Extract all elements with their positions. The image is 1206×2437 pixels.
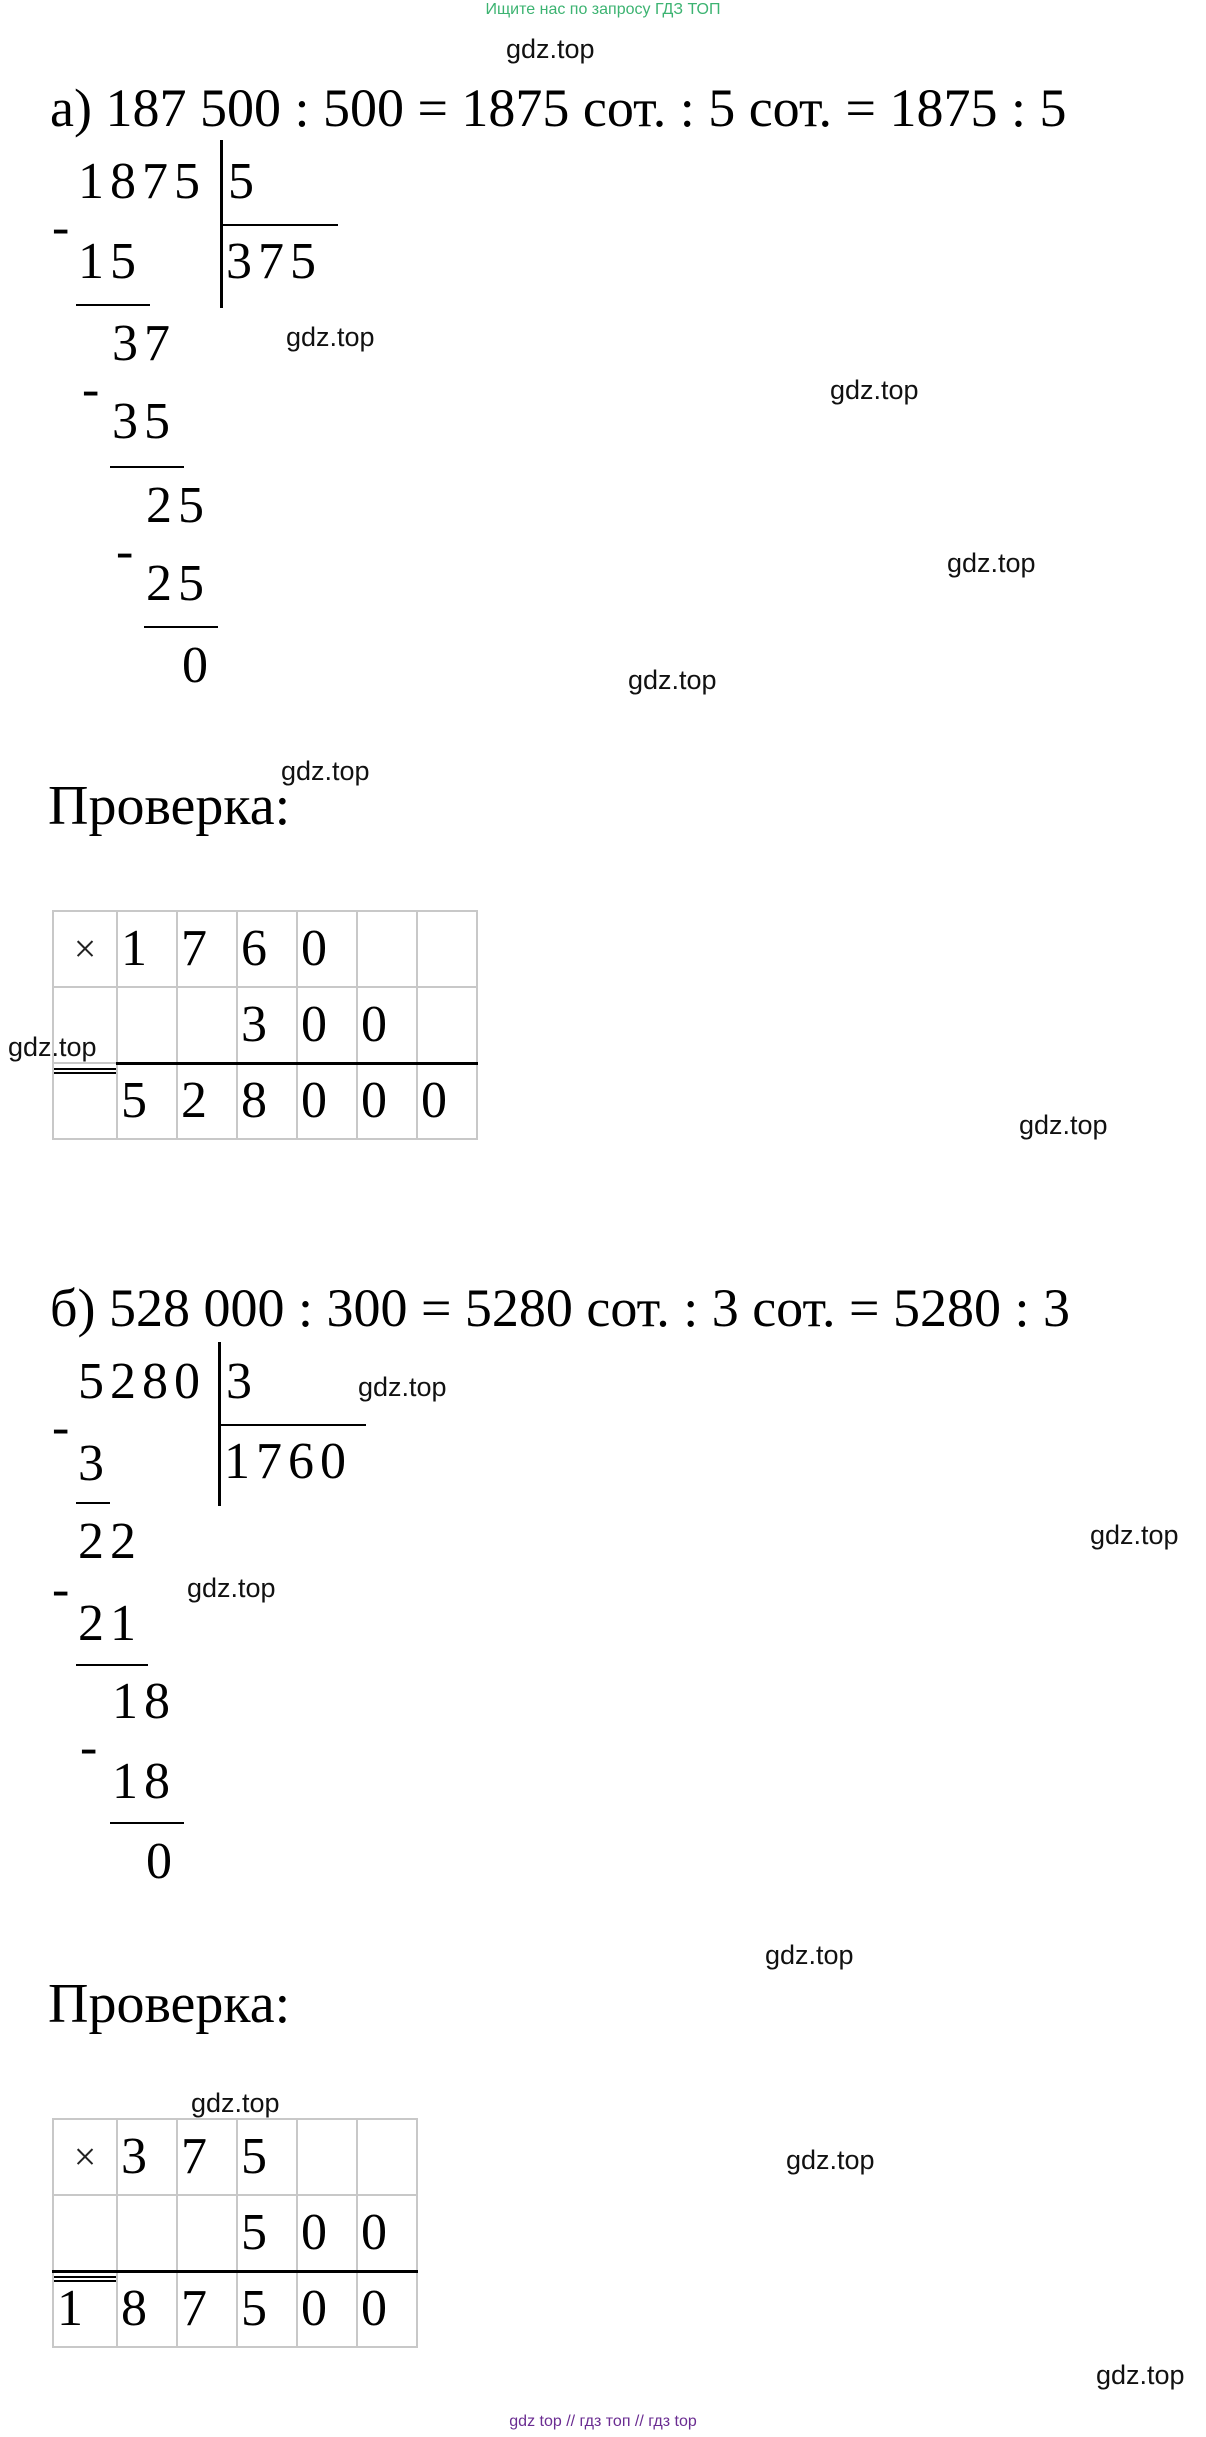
- digit-cell: [297, 2119, 357, 2195]
- digit-cell: [117, 987, 177, 1063]
- subtrahend: 3: [78, 1435, 110, 1492]
- result-digit: 7: [177, 2271, 237, 2347]
- minus-sign: -: [52, 199, 70, 256]
- times-sign: ×: [53, 2119, 117, 2195]
- digit-cell: [417, 987, 477, 1063]
- subtrahend: 15: [78, 233, 142, 290]
- result-digit: 5: [237, 2271, 297, 2347]
- watermark: gdz.top: [358, 1372, 447, 1402]
- result-digit: 0: [297, 1063, 357, 1139]
- result-digit: 5: [117, 1063, 177, 1139]
- empty-cell: [53, 987, 117, 1063]
- watermark: gdz.top: [830, 375, 919, 405]
- digit-cell: 0: [357, 2195, 417, 2271]
- watermark: gdz.top: [8, 1032, 97, 1062]
- watermark: gdz.top: [628, 665, 717, 695]
- divisor: 3: [226, 1353, 258, 1410]
- watermark: gdz.top: [281, 756, 370, 786]
- watermark: gdz.top: [1090, 1520, 1179, 1550]
- minus-sign: -: [82, 361, 100, 418]
- empty-cell: [53, 1063, 117, 1139]
- remainder-final: 0: [146, 1833, 178, 1890]
- remainder: 37: [112, 315, 176, 372]
- digit-cell: 3: [237, 987, 297, 1063]
- underline: [76, 1502, 110, 1504]
- quotient: 1760: [224, 1433, 352, 1490]
- underline: [76, 304, 150, 306]
- minus-sign: -: [52, 1399, 70, 1456]
- multiplication-check-b: [52, 2118, 418, 2348]
- watermark: gdz.top: [1096, 2360, 1185, 2390]
- digit-cell: 0: [297, 911, 357, 987]
- watermark: gdz.top: [187, 1573, 276, 1603]
- result-digit: 0: [357, 2271, 417, 2347]
- remainder: 18: [112, 1673, 176, 1730]
- result-digit: 0: [357, 1063, 417, 1139]
- digit-cell: 7: [177, 2119, 237, 2195]
- dividend: 5280: [78, 1353, 206, 1410]
- minus-sign: -: [80, 1719, 98, 1776]
- division-bracket-horizontal: [218, 1424, 366, 1426]
- digit-cell: 0: [357, 987, 417, 1063]
- underline: [144, 626, 218, 628]
- watermark: gdz.top: [286, 322, 375, 352]
- remainder: 22: [78, 1513, 142, 1570]
- footer-links[interactable]: gdz top // гдз топ // гдз top: [509, 2413, 697, 2430]
- subtrahend: 35: [112, 393, 176, 450]
- watermark: gdz.top: [1019, 1110, 1108, 1140]
- watermark: gdz.top: [765, 1940, 854, 1970]
- digit-cell: 1: [117, 911, 177, 987]
- times-sign: ×: [53, 911, 117, 987]
- subtrahend: 25: [146, 555, 210, 612]
- check-label: Проверка:: [48, 775, 291, 837]
- empty-cell: [53, 2195, 117, 2271]
- digit-cell: [177, 2195, 237, 2271]
- underline: [76, 1664, 148, 1666]
- subtrahend: 18: [112, 1753, 176, 1810]
- watermark: gdz.top: [947, 548, 1036, 578]
- subtrahend: 21: [78, 1595, 142, 1652]
- search-banner[interactable]: Ищите нас по запросу ГДЗ ТОП: [485, 1, 721, 18]
- watermark: gdz.top: [191, 2088, 280, 2118]
- result-digit: 1: [53, 2271, 117, 2347]
- underline: [110, 1822, 184, 1824]
- minus-sign: -: [116, 523, 134, 580]
- result-digit: 0: [297, 2271, 357, 2347]
- digit-cell: 6: [237, 911, 297, 987]
- digit-cell: [177, 987, 237, 1063]
- check-label: Проверка:: [48, 1973, 291, 2035]
- result-digit: 8: [117, 2271, 177, 2347]
- remainder: 25: [146, 477, 210, 534]
- divisor: 5: [228, 153, 260, 210]
- result-digit: 0: [417, 1063, 477, 1139]
- watermark: gdz.top: [786, 2145, 875, 2175]
- equation-b: б) 528 000 : 300 = 5280 сот. : 3 сот. = 5280 : 3: [50, 1278, 1070, 1338]
- digit-cell: [417, 911, 477, 987]
- digit-cell: [357, 2119, 417, 2195]
- division-bracket-horizontal: [220, 224, 338, 226]
- digit-cell: 7: [177, 911, 237, 987]
- digit-cell: 3: [117, 2119, 177, 2195]
- digit-cell: 5: [237, 2195, 297, 2271]
- minus-sign: -: [52, 1561, 70, 1618]
- result-digit: 2: [177, 1063, 237, 1139]
- result-digit: 8: [237, 1063, 297, 1139]
- underline: [110, 466, 184, 468]
- remainder-final: 0: [182, 637, 214, 694]
- double-underline: [54, 2276, 116, 2282]
- equation-a: а) 187 500 : 500 = 1875 сот. : 5 сот. = 1875 : 5: [50, 78, 1067, 138]
- digit-cell: 0: [297, 987, 357, 1063]
- digit-cell: 0: [297, 2195, 357, 2271]
- double-underline: [54, 1068, 116, 1074]
- dividend: 1875: [78, 153, 206, 210]
- multiplication-check-a: [52, 910, 478, 1140]
- watermark: gdz.top: [506, 34, 595, 64]
- digit-cell: [357, 911, 417, 987]
- quotient: 375: [226, 233, 322, 290]
- digit-cell: 5: [237, 2119, 297, 2195]
- digit-cell: [117, 2195, 177, 2271]
